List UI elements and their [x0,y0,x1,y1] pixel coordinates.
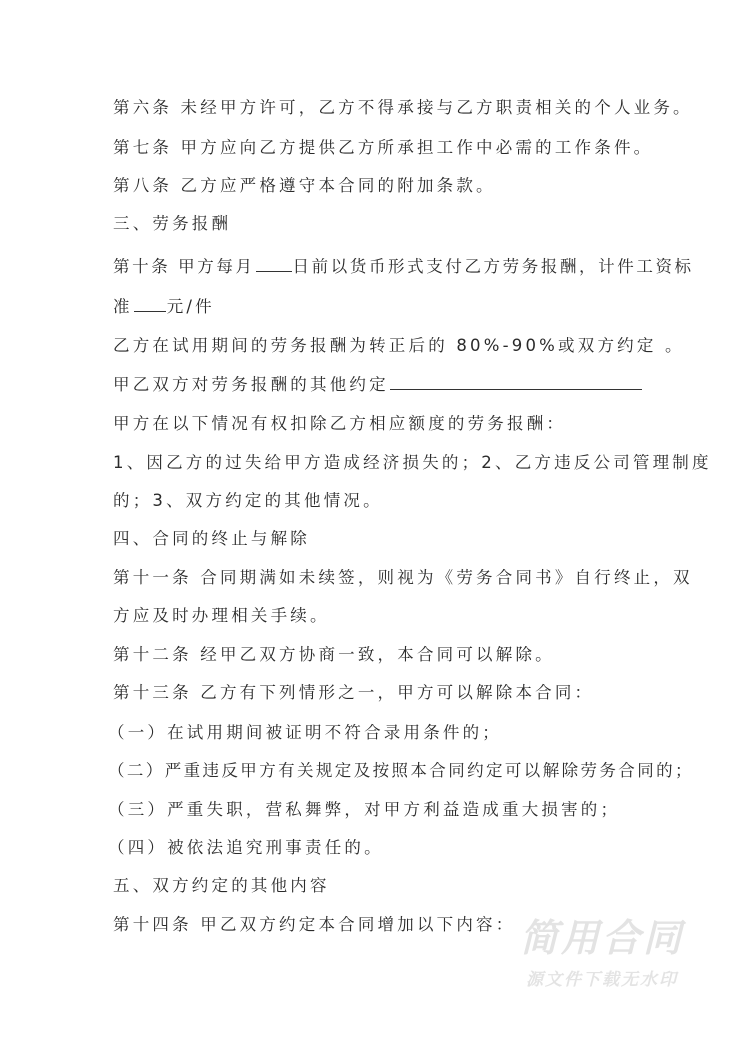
clause-13-item-3: （三）严重失职，营私舞弊，对甲方利益造成重大损害的； [108,800,621,819]
clause-10-line-2-before: 准 [113,297,133,316]
clause-6: 第六条 未经甲方许可，乙方不得承接与乙方职责相关的个人业务。 [113,98,693,117]
clause-10-line-2-after: 元/件 [166,297,215,316]
section-5-heading: 五、双方约定的其他内容 [113,876,330,895]
clause-12: 第十二条 经甲乙双方协商一致，本合同可以解除。 [113,645,555,664]
watermark-subtitle: 源文件下载无水印 [526,970,678,990]
other-pay-label: 甲乙双方对劳务报酬的其他约定 [113,375,389,394]
clause-13-item-1: （一）在试用期间被证明不符合录用条件的； [108,723,502,742]
section-3-heading: 三、劳务报酬 [113,214,232,233]
clause-10-line-1 [113,255,694,278]
clause-11-line-1: 第十一条 合同期满如未续签，则视为《劳务合同书》自行终止，双 [113,568,693,587]
other-pay-agreement [113,373,643,396]
probation-pay-text: 乙方在试用期间的劳务报酬为转正后的 80%-90%或双方约定 。 [113,336,685,355]
watermark-title: 简用合同 [519,916,684,960]
clause-14: 第十四条 甲乙双方约定本合同增加以下内容： [113,915,516,934]
clause-13: 第十三条 乙方有下列情形之一，甲方可以解除本合同： [113,683,595,702]
deduction-items-line-1: 1、因乙方的过失给甲方造成经济损失的；2、乙方违反公司管理制度 [113,453,712,472]
piece-rate-blank[interactable] [134,295,166,312]
clause-10-text-before: 第十条 甲方每月 [113,257,255,276]
section-4-heading: 四、合同的终止与解除 [113,529,310,548]
clause-13-item-2: （二）严重违反甲方有关规定及按照本合同约定可以解除劳务合同的； [108,761,694,780]
clause-7: 第七条 甲方应向乙方提供乙方所承担工作中必需的工作条件。 [113,138,654,157]
clause-10-line-2 [113,295,215,318]
pay-day-blank[interactable] [256,255,292,272]
clause-13-item-4: （四）被依法追究刑事责任的。 [108,838,384,857]
deduction-items-line-2: 的；3、双方约定的其他情况。 [113,491,383,510]
clause-8: 第八条 乙方应严格遵守本合同的附加条款。 [113,176,496,195]
clause-10-text-after: 日前以货币形式支付乙方劳务报酬，计件工资标 [292,257,694,276]
watermark [512,915,692,993]
other-pay-blank[interactable] [390,373,642,390]
clause-11-line-2: 方应及时办理相关手续。 [113,606,330,625]
deduction-intro: 甲方在以下情况有权扣除乙方相应额度的劳务报酬： [113,414,567,433]
